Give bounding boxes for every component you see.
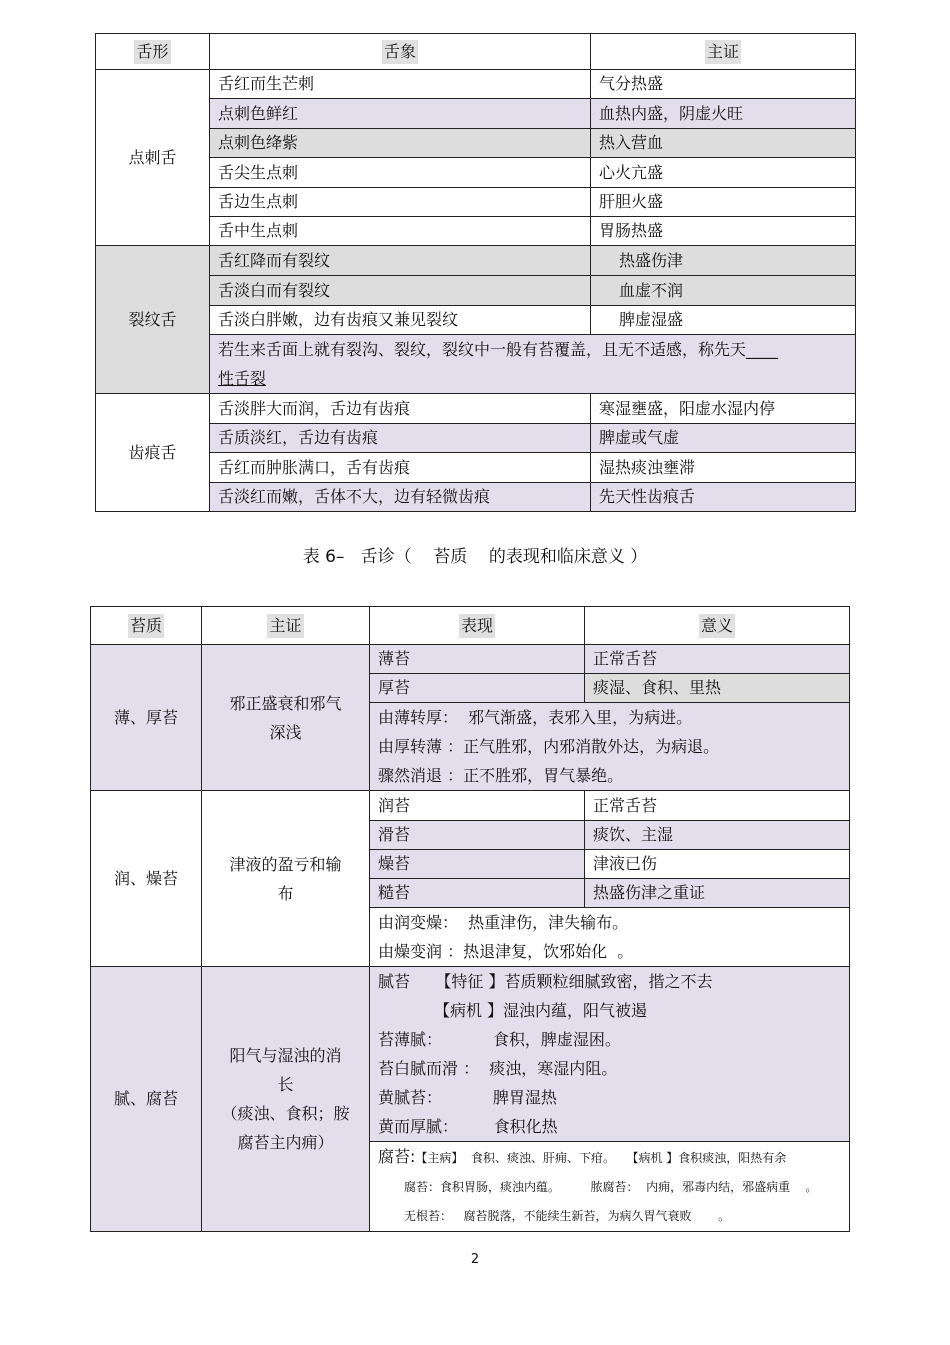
header-cell: 表现: [370, 607, 585, 645]
table-row: [96, 70, 856, 99]
table-row: [96, 335, 856, 394]
header-cell: 主证: [202, 607, 370, 645]
table-row: [96, 276, 856, 306]
header-cell: 意义: [585, 607, 850, 645]
page-number: 2: [470, 1252, 480, 1267]
sign-cell: 舌尖生点刺: [210, 158, 591, 188]
note-cell: 由润变燥： 热重津伤，津失输布。 由燥变润 ：热退津复，饮邪始化 。: [370, 908, 850, 967]
fu-label: 腐苔:: [378, 1147, 416, 1166]
ni-coating-cell: 腻苔 【特征 】苔质颗粒细腻致密，揩之不去 【病机 】湿浊内蕴，阳气被遏 苔薄腻： 食积，脾虚湿困。 苔白腻而滑 ： 痰浊，寒湿内阻。 黄腻苔： 脾胃湿热 黄而厚腻： 食积化热: [370, 967, 850, 1142]
sign-cell: 点刺色鲜红: [210, 99, 591, 129]
sign-cell: 舌淡白胖嫩，边有齿痕又兼见裂纹: [210, 306, 591, 335]
group-name: 齿痕舌: [96, 394, 210, 512]
sign-cell: 舌淡白而有裂纹: [210, 276, 591, 306]
table-row: [96, 158, 856, 188]
main-cell: 血热内盛，阴虚火旺: [591, 99, 856, 129]
main-cell: 肝胆火盛: [591, 188, 856, 217]
meaning-cell: 正常舌苔: [585, 645, 850, 674]
group-name: 点刺舌: [96, 70, 210, 246]
table-row: [96, 453, 856, 483]
table-row: [96, 394, 856, 424]
main-cell: 热盛伤津: [591, 246, 856, 276]
note-cell: 由薄转厚： 邪气渐盛，表邪入里，为病进。 由厚转薄 ：正气胜邪，内邪消散外达，为病退。 骤然消退 ：正不胜邪，胃气暴绝。: [370, 703, 850, 791]
sign-cell: 舌中生点刺: [210, 217, 591, 246]
group-name: 腻、腐苔: [91, 967, 202, 1232]
sign-cell: 滑苔: [370, 821, 585, 850]
table-row: [91, 967, 850, 1142]
sign-cell: 厚苔: [370, 674, 585, 703]
table-row: [96, 246, 856, 276]
fu-line: 【主病】 食积、痰浊、肝痈、下疳。 【病机 】食积痰浊，阳热有余: [415, 1151, 787, 1165]
table-row: [96, 483, 856, 512]
main-cell: 津液的盈亏和输 布: [202, 791, 370, 967]
table-row: [96, 424, 856, 453]
sign-cell: 薄苔: [370, 645, 585, 674]
group-name: 润、燥苔: [91, 791, 202, 967]
table-caption: 表 6– 舌诊（ 苔质 的表现和临床意义 ）: [302, 547, 648, 567]
sign-cell: 舌红而肿胀满口，舌有齿痕: [210, 453, 591, 483]
meaning-cell: 痰饮、主湿: [585, 821, 850, 850]
header-cell: 舌象: [210, 34, 591, 70]
main-cell: 邪正盛衰和邪气 深浅: [202, 645, 370, 791]
table-row: [96, 129, 856, 158]
main-cell: 阳气与湿浊的消 长 （痰浊、食积；胺 腐苔主内痈）: [202, 967, 370, 1232]
meaning-cell: 正常舌苔: [585, 791, 850, 821]
group-name: 裂纹舌: [96, 246, 210, 394]
note-line: 若生来舌面上就有裂沟、裂纹，裂纹中一般有苔覆盖，且无不适感，称先天____: [218, 340, 779, 359]
tongue-shape-table: [95, 33, 856, 512]
sign-cell: 舌红而生芒刺: [210, 70, 591, 99]
main-cell: 脾虚湿盛: [591, 306, 856, 335]
main-cell: 先天性齿痕舌: [591, 483, 856, 512]
sign-cell: 舌质淡红，舌边有齿痕: [210, 424, 591, 453]
note-cell: [210, 335, 856, 394]
table-header-row: [96, 34, 856, 70]
table-row: [96, 188, 856, 217]
sign-cell: 燥苔: [370, 850, 585, 879]
main-cell: 脾虚或气虚: [591, 424, 856, 453]
table-row: [96, 306, 856, 335]
header-cell: 舌形: [96, 34, 210, 70]
sign-cell: 舌边生点刺: [210, 188, 591, 217]
fu-coating-cell: [370, 1142, 850, 1232]
main-cell: 湿热痰浊壅滞: [591, 453, 856, 483]
main-cell: 寒湿壅盛，阳虚水湿内停: [591, 394, 856, 424]
header-cell: 苔质: [91, 607, 202, 645]
main-cell: 热入营血: [591, 129, 856, 158]
main-cell: 胃肠热盛: [591, 217, 856, 246]
table-row: [96, 99, 856, 129]
sign-cell: 舌淡胖大而润，舌边有齿痕: [210, 394, 591, 424]
group-name: 薄、厚苔: [91, 645, 202, 791]
table-header-row: [91, 607, 850, 645]
meaning-cell: 痰湿、食积、里热: [585, 674, 850, 703]
sign-cell: 舌淡红而嫩，舌体不大，边有轻微齿痕: [210, 483, 591, 512]
sign-cell: 点刺色绛紫: [210, 129, 591, 158]
table-row: [91, 791, 850, 821]
note-line: 性舌裂: [218, 369, 267, 388]
sign-cell: 糙苔: [370, 879, 585, 908]
sign-cell: 舌红降而有裂纹: [210, 246, 591, 276]
meaning-cell: 津液已伤: [585, 850, 850, 879]
main-cell: 血虚不润: [591, 276, 856, 306]
header-cell: 主证: [591, 34, 856, 70]
sign-cell: 润苔: [370, 791, 585, 821]
main-cell: 气分热盛: [591, 70, 856, 99]
table-row: [91, 645, 850, 674]
table-row: [96, 217, 856, 246]
fu-line: 腐苔：食积胃肠，痰浊内蕴。 脓腐苔： 内痈，邪毒内结，邪盛病重 。: [404, 1180, 818, 1194]
fu-line: 无根苔： 腐苔脱落，不能续生新苔，为病久胃气衰败 。: [404, 1209, 731, 1223]
coating-quality-table: [90, 606, 850, 1232]
meaning-cell: 热盛伤津之重证: [585, 879, 850, 908]
main-cell: 心火亢盛: [591, 158, 856, 188]
